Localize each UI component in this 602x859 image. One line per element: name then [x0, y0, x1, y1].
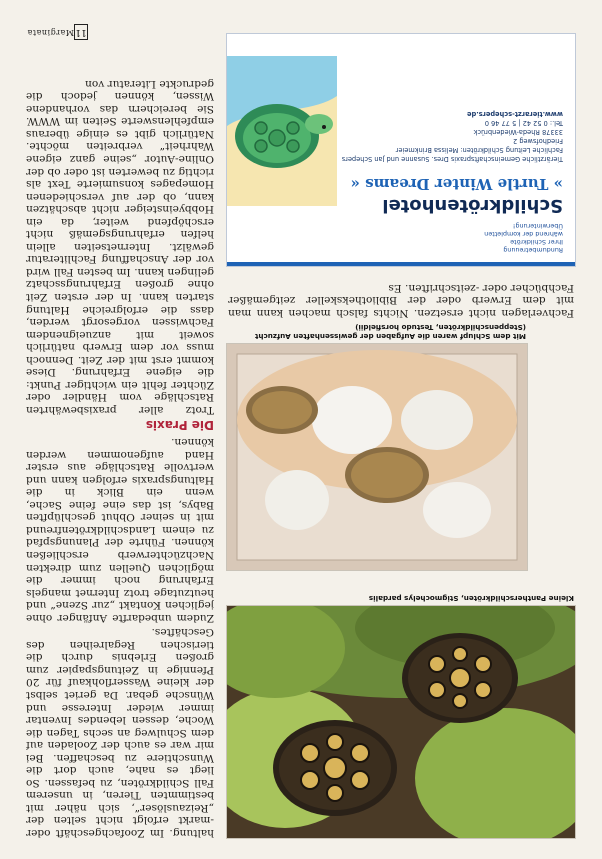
article-paragraph: Fachverlagen nicht ersetzen. Nichts falsch machen kann man mit dem Erwerb oder der Bibliothekskeller zeitgemäßer Fachbücher oder -zeitschriften. Es — [228, 281, 574, 319]
ad-url[interactable]: www.tierarzt-schepers.de — [467, 110, 563, 118]
ad-city: 33378 Rheda-Wiedenbrück — [473, 128, 563, 136]
ad-subtitle: » Turtle Winter Dreams « — [350, 175, 563, 193]
article-paragraph: Trotz aller praxisbewährten Ratschläge vom Händler oder Züchter fehlt ein wichtiger Punkt: die eigene Erfahrung. Diese kommt erst mit der Zeit. Dennoch muss vor dem Erwerb natürlich soweit mit anzueignendem Fachwissen vorgesorgt werden, dass die erfolgreiche Haltung starten kann. In der ersten Zeit ohne großen Erfahrungsschatz gelingen kann. Im besten Fall wird vor der Anschaffung Fachliteratur gewälzt. Internetseiten allein helfen erfahrungsgemäß nicht erschöpfend weiter, da ein Hobbyeinsteiger nicht abschätzen kann, ob der auf verschiedenen Homepages konsumierte Text als richtig zu bewerten ist oder ob der Online-Autor „seine ganz eigene Wahrheit“ verbreiten möchte. Natürlich gibt es einige überaus empfehlenswerte Seiten im WWW. Sie bereichern das vorhandene Wissen, können jedoch die gedruckte Literatur von — [26, 77, 214, 416]
ad-tag: Ihrer Schildkröte — [510, 238, 563, 246]
ad-text-block — [323, 109, 563, 254]
photo-leopard-tortoises — [226, 605, 576, 839]
ad-stripe — [227, 262, 575, 266]
article-column-left — [228, 275, 574, 319]
article-column-right — [26, 17, 214, 839]
page-number: 11 — [74, 24, 88, 40]
photo-caption-middle: Mit dem Schlupf waren die Aufgaben der gewissenhaften Aufzucht (Steppenschildkröten, Testudo horsfieldii) — [254, 323, 526, 341]
article-paragraph: Zudem unbedarfte Anfänger ohne jeglichen Kontakt „zur Szene“ und heutzutage trotz Internet mangels Erfahrung noch immer die möglichen Quellen zum direkten Nachzüchterwerb erschließen können. Führte der Planungspfad zu einem Landschildkrötenfreund mit in seiner Obhut geschlüpften Babys, ist das eine feine Sache, wenn ein Blick in die Haltungspraxis erfolgen kann und wertvolle Ratschläge aus erster Hand aufgenommen werden können. — [26, 436, 214, 624]
hatchlings-image — [227, 344, 527, 570]
magazine-header: Marginata — [27, 28, 74, 37]
ad-tag: Rundumbetreuung — [503, 246, 563, 254]
ad-turtle-illustration — [227, 56, 337, 206]
ad-phone: Tel.: 0 52 42 | 5 77 46 0 — [484, 119, 563, 127]
advertisement — [226, 33, 576, 267]
photo-caption-top: Kleine Pantherschildkröten, Stigmochelys pardalis — [368, 594, 574, 603]
ad-tag: während der kompletten — [484, 230, 563, 238]
photo-hatchlings — [226, 343, 528, 571]
section-heading: Die Praxis — [145, 418, 214, 433]
article-paragraph: haltung. Im Zoofachgeschäft oder -markt erfolgt nicht selten der „Reizauslöser“, sich näher mit bestimmten Tieren, in unserem Fall Schildkröten, zu befassen. So liegt es nahe, auch dort die Wunschtiere zu beschaffen. Bei mir war es auch der Zooladen auf dem Schulweg an sechs Tagen die Woche, dessen lebendes Inventar immer wieder Interesse und Wünsche gebar. Da geriet selbst der kleine Wasserflohkauf für 20 Pfennige in Zeitungspapier zum großen Erlebnis durch die tierischen Regalreihen des Geschäftes. — [26, 626, 214, 839]
ad-street: Friedhofsweg 2 — [513, 137, 563, 145]
ad-tag: Überwinterung! — [512, 222, 563, 230]
ad-practice: Tierärztliche Gemeinschaftspraxis Dres. Susanne und Jan Schepers — [341, 155, 563, 163]
leopard-tortoises-image — [227, 606, 575, 838]
ad-title: Schildkrötenhotel — [382, 195, 563, 216]
ad-lead: Fachliche Leitung Schildkröten: Melissa Brinkmeier — [395, 146, 563, 154]
